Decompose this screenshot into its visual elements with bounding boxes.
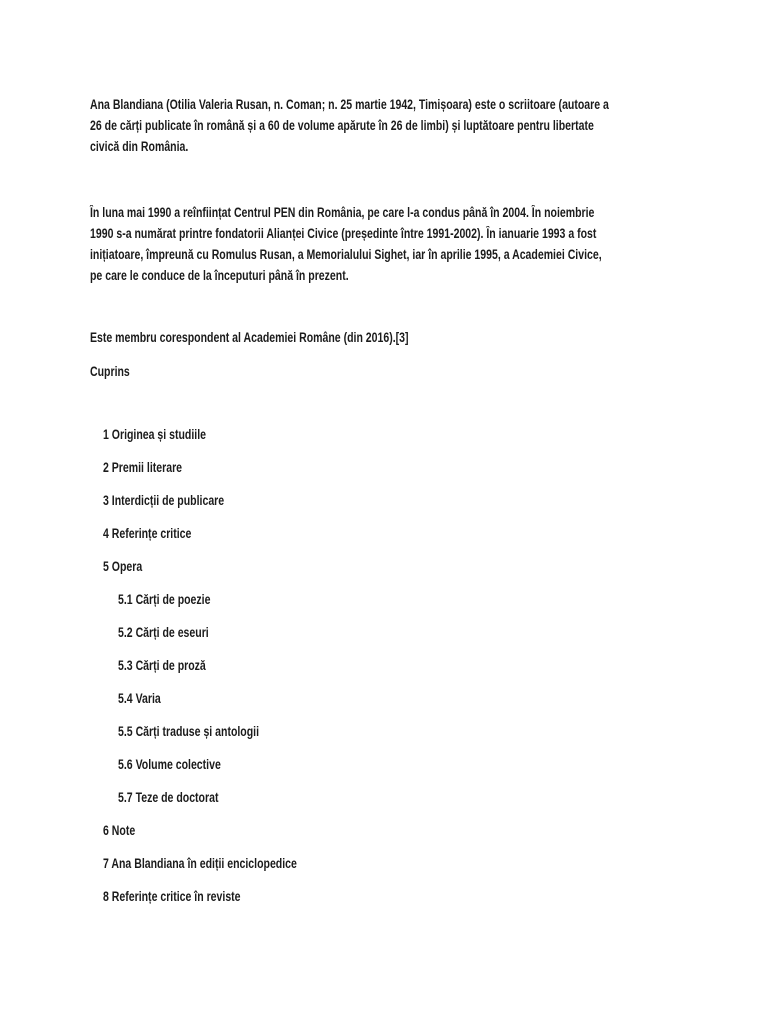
toc-item-label: 4 Referințe critice (103, 526, 192, 541)
toc-item-label: 6 Note (103, 823, 136, 838)
toc-heading (90, 361, 690, 382)
toc-item-label: 1 Originea și studiile (103, 427, 206, 442)
text-line (90, 223, 690, 244)
membership-paragraph (90, 327, 690, 348)
intro-paragraph (90, 94, 690, 157)
toc-item-carti-de-proza (90, 655, 690, 676)
toc-item-label: 5.7 Teze de doctorat (118, 790, 219, 805)
toc-item-label: 7 Ana Blandiana în ediții enciclopedice (103, 856, 297, 871)
toc-item-label: 5.1 Cărți de poezie (118, 592, 211, 607)
document-content (90, 94, 690, 919)
toc-item-referinte-critice-in-reviste (90, 886, 690, 907)
toc-item-interdictii-de-publicare (90, 490, 690, 511)
text-line (90, 244, 690, 265)
toc-item-label: 5.6 Volume colective (118, 757, 221, 772)
text-line-content: 26 de cărți publicate în română și a 60 de volume apărute în 26 de limbi) și luptătoare pentru libertate (90, 118, 594, 133)
toc-item-carti-de-eseuri (90, 622, 690, 643)
text-line-content: În luna mai 1990 a reînființat Centrul PEN din România, pe care l-a condus până în 2004. În noiembrie (90, 205, 595, 220)
activity-paragraph (90, 202, 690, 286)
toc-item-carti-de-poezie (90, 589, 690, 610)
toc-item-label: 5.4 Varia (118, 691, 161, 706)
text-line (90, 327, 690, 348)
toc-item-label: 3 Interdicții de publicare (103, 493, 225, 508)
toc-item-premii-literare (90, 457, 690, 478)
toc-item-label: 2 Premii literare (103, 460, 183, 475)
toc-item-referinte-critice (90, 523, 690, 544)
toc-item-teze-de-doctorat (90, 787, 690, 808)
text-line-content: Ana Blandiana (Otilia Valeria Rusan, n. Coman; n. 25 martie 1942, Timișoara) este o scriitoare (autoare a (90, 97, 609, 112)
toc-item-varia (90, 688, 690, 709)
text-line (90, 115, 690, 136)
toc-item-originea-si-studiile (90, 424, 690, 445)
toc-item-label: 5.3 Cărți de proză (118, 658, 206, 673)
toc-item-note (90, 820, 690, 841)
toc-item-volume-colective (90, 754, 690, 775)
toc-list (90, 424, 690, 907)
toc-item-carti-traduse-si-antologii (90, 721, 690, 742)
toc-item-label: 5 Opera (103, 559, 143, 574)
text-line (90, 94, 690, 115)
toc-heading-text: Cuprins (90, 364, 130, 379)
text-line (90, 202, 690, 223)
text-line-content: Este membru corespondent al Academiei Române (din 2016).[3] (90, 330, 409, 345)
toc-item-editii-enciclopedice (90, 853, 690, 874)
text-line-content: pe care le conduce de la începuturi până în prezent. (90, 268, 349, 283)
toc-item-label: 8 Referințe critice în reviste (103, 889, 241, 904)
text-line-content: inițiatoare, împreună cu Romulus Rusan, a Memorialului Sighet, iar în aprilie 1995, a Academiei Civice, (90, 247, 602, 262)
text-line (90, 265, 690, 286)
text-line (90, 136, 690, 157)
toc-item-label: 5.5 Cărți traduse și antologii (118, 724, 260, 739)
toc-item-opera (90, 556, 690, 577)
text-line-content: civică din România. (90, 139, 189, 154)
toc-item-label: 5.2 Cărți de eseuri (118, 625, 209, 640)
text-line-content: 1990 s-a numărat printre fondatorii Alianței Civice (președinte între 1991-2002). În ianuarie 1993 a fost (90, 226, 597, 241)
